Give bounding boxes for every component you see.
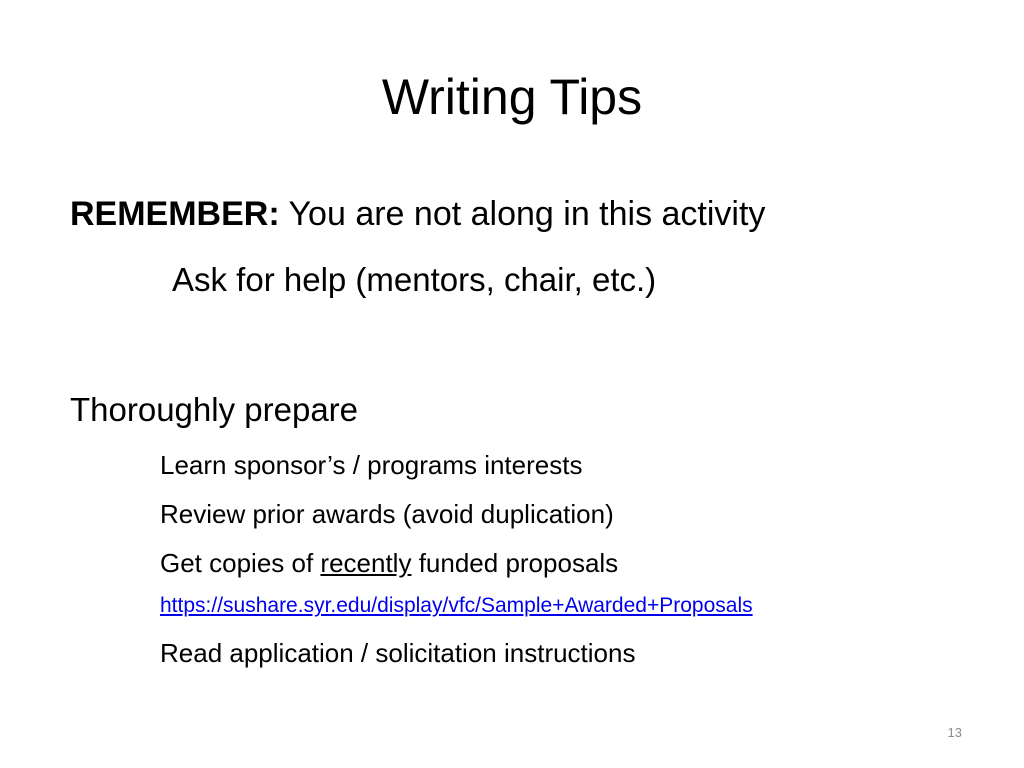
remember-line xyxy=(70,190,765,238)
copies-underlined-word: recently xyxy=(320,548,412,578)
list-item-read: Read application / solicitation instructions xyxy=(160,638,636,668)
sample-proposals-link[interactable]: https://sushare.syr.edu/display/vfc/Sample+Awarded+Proposals xyxy=(160,594,753,617)
remember-label: REMEMBER: xyxy=(70,195,280,233)
copies-text-after: funded proposals xyxy=(411,548,619,578)
page-number: 13 xyxy=(947,725,962,740)
slide-title: Writing Tips xyxy=(381,69,643,125)
ask-help-line: Ask for help (mentors, chair, etc.) xyxy=(172,261,657,298)
remember-text: You are not along in this activity xyxy=(279,195,766,233)
list-item-review: Review prior awards (avoid duplication) xyxy=(160,499,614,529)
copies-text-before: Get copies of xyxy=(160,548,321,578)
list-item-copies xyxy=(160,545,618,581)
list-item-learn: Learn sponsor’s / programs interests xyxy=(160,450,583,480)
section-heading: Thoroughly prepare xyxy=(70,391,359,428)
